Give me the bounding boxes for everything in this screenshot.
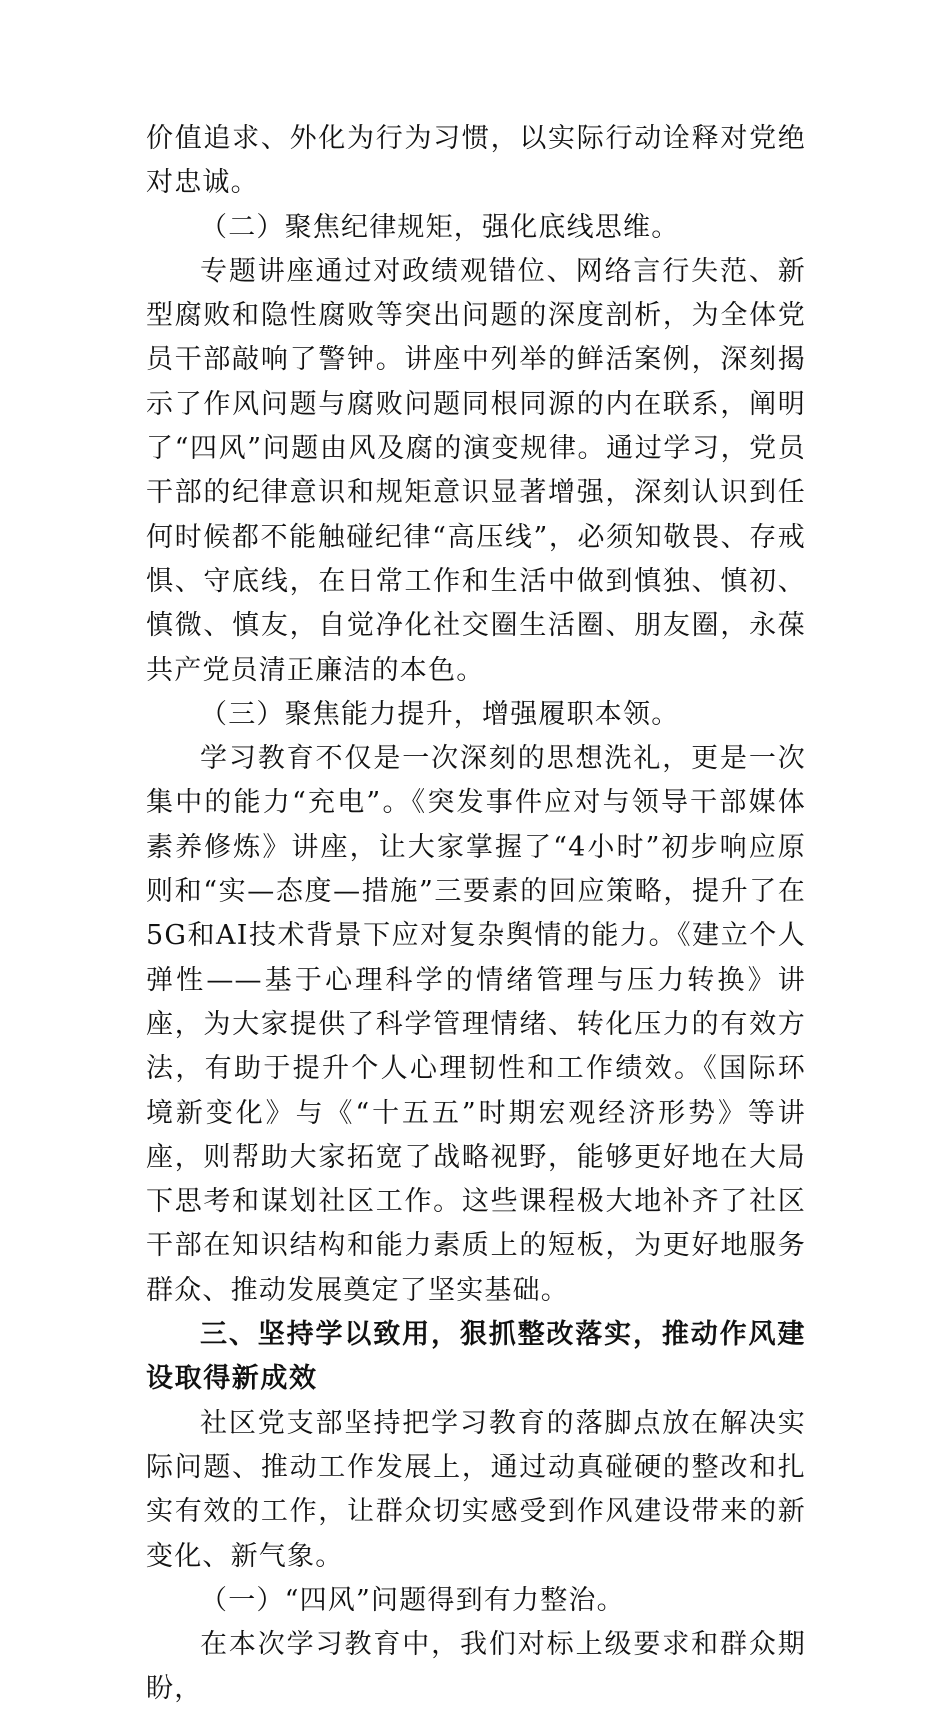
subheading-discipline: （二）聚焦纪律规矩，强化底线思维。	[200, 211, 680, 243]
section-heading-three: 三、坚持学以致用，狠抓整改落实，推动作风建设取得新成效	[146, 1319, 806, 1395]
paragraph-section-three-intro: 社区党支部坚持把学习教育的落脚点放在解决实际问题、推动工作发展上，通过动真碰硬的整改和扎实有效的工作，让群众切实感受到作风建设带来的新变化、新气象。	[146, 1407, 806, 1572]
subheading-four-winds: （一）“四风”问题得到有力整治。	[200, 1584, 625, 1616]
subheading-capability: （三）聚焦能力提升，增强履职本领。	[200, 698, 680, 730]
paragraph-capability: 学习教育不仅是一次深刻的思想洗礼，更是一次集中的能力“充电”。《突发事件应对与领导干部媒体素养修炼》讲座，让大家掌握了“4小时”初步响应原则和“实—态度—措施”三要素的回应策略，提升了在5G和AI技术背景下应对复杂舆情的能力。《建立个人弹性——基于心理科学的情绪管理与压力转换》讲座，为大家提供了科学管理情绪、转化压力的有效方法，有助于提升个人心理韧性和工作绩效。《国际环境新变化》与《“十五五”时期宏观经济形势》等讲座，则帮助大家拓宽了战略视野，能够更好地在大局下思考和谋划社区工作。这些课程极大地补齐了社区干部在知识结构和能力素质上的短板，为更好地服务群众、推动发展奠定了坚实基础。	[146, 743, 806, 1306]
document-body	[146, 117, 806, 1712]
paragraph-discipline: 专题讲座通过对政绩观错位、网络言行失范、新型腐败和隐性腐败等突出问题的深度剖析，为全体党员干部敲响了警钟。讲座中列举的鲜活案例，深刻揭示了作风问题与腐败问题同根同源的内在联系，阐明了“四风”问题由风及腐的演变规律。通过学习，党员干部的纪律意识和规矩意识显著增强，深刻认识到任何时候都不能触碰纪律“高压线”，必须知敬畏、存戒惧、守底线，在日常工作和生活中做到慎独、慎初、慎微、慎友，自觉净化社交圈生活圈、朋友圈，永葆共产党员清正廉洁的本色。	[146, 255, 806, 686]
paragraph-continuation: 价值追求、外化为行为习惯，以实际行动诠释对党绝对忠诚。	[146, 123, 806, 199]
paragraph-four-winds: 在本次学习教育中，我们对标上级要求和群众期盼，	[146, 1629, 806, 1705]
